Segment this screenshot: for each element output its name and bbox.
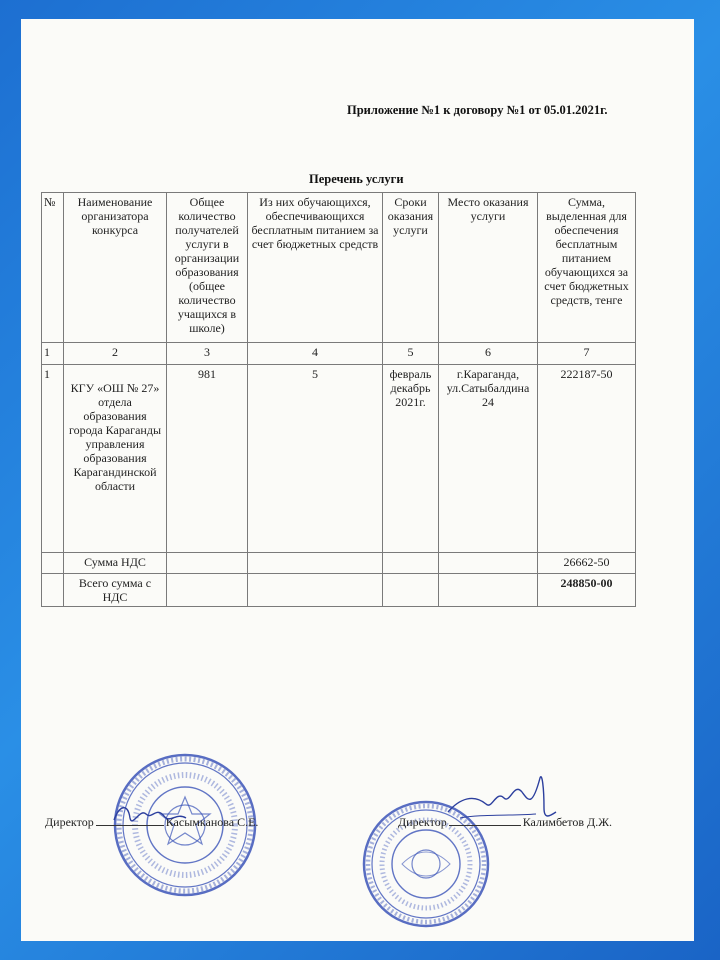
header-cell-period: Сроки оказания услуги (383, 193, 439, 343)
empty-cell (439, 574, 538, 607)
header-cell-place: Место оказания услуги (439, 193, 538, 343)
column-number: 1 (42, 343, 64, 365)
empty-cell (42, 553, 64, 574)
column-number: 3 (167, 343, 248, 365)
row-amount: 222187-50 (538, 365, 636, 553)
total-row (42, 574, 636, 607)
signature-right-role: Директор (398, 815, 447, 829)
table-row (42, 365, 636, 553)
signature-left-name: Касымканова С.Е. (165, 815, 259, 829)
header-cell-free-meals: Из них обучающихся, обеспечивающихся бесплатным питанием за счет бюджетных средств (248, 193, 383, 343)
handwritten-signature-right (440, 768, 560, 832)
empty-cell (167, 553, 248, 574)
column-number: 5 (383, 343, 439, 365)
empty-cell (167, 574, 248, 607)
services-table (41, 192, 636, 607)
vat-label: Сумма НДС (64, 553, 167, 574)
column-number-row (42, 343, 636, 365)
empty-cell (383, 574, 439, 607)
total-label: Всего сумма с НДС (64, 574, 167, 607)
document-title: Перечень услуги (309, 172, 404, 186)
signature-left-role: Директор (45, 815, 94, 829)
row-organizer-text: КГУ «ОШ № 27» отдела образования города Караганды управления образования Карагандинской области (68, 381, 162, 493)
empty-cell (439, 553, 538, 574)
table-header-row (42, 193, 636, 343)
column-number: 7 (538, 343, 636, 365)
header-cell-organizer: Наименование организатора конкурса (64, 193, 167, 343)
header-cell-total-recipients: Общее количество получателей услуги в организации образования (общее количество учащихся в школе) (167, 193, 248, 343)
empty-cell (248, 574, 383, 607)
empty-cell (42, 574, 64, 607)
vat-amount: 26662-50 (538, 553, 636, 574)
row-period: февраль декабрь 2021г. (383, 365, 439, 553)
row-total-recipients: 981 (167, 365, 248, 553)
column-number: 2 (64, 343, 167, 365)
empty-cell (248, 553, 383, 574)
total-amount: 248850-00 (538, 574, 636, 607)
handwritten-signature-left (110, 798, 190, 832)
signature-right-name: Калимбетов Д.Ж. (522, 815, 612, 829)
column-number: 4 (248, 343, 383, 365)
row-number: 1 (42, 365, 64, 553)
row-free-meals: 5 (248, 365, 383, 553)
row-place: г.Караганда, ул.Сатыбалдина 24 (439, 365, 538, 553)
annex-heading: Приложение №1 к договору №1 от 05.01.2021г. (347, 103, 608, 117)
header-cell-number: № (42, 193, 64, 343)
header-cell-amount: Сумма, выделенная для обеспечения бесплатным питанием обучающихся за счет бюджетных средств, тенге (538, 193, 636, 343)
empty-cell (383, 553, 439, 574)
row-organizer (64, 365, 167, 553)
vat-row (42, 553, 636, 574)
column-number: 6 (439, 343, 538, 365)
